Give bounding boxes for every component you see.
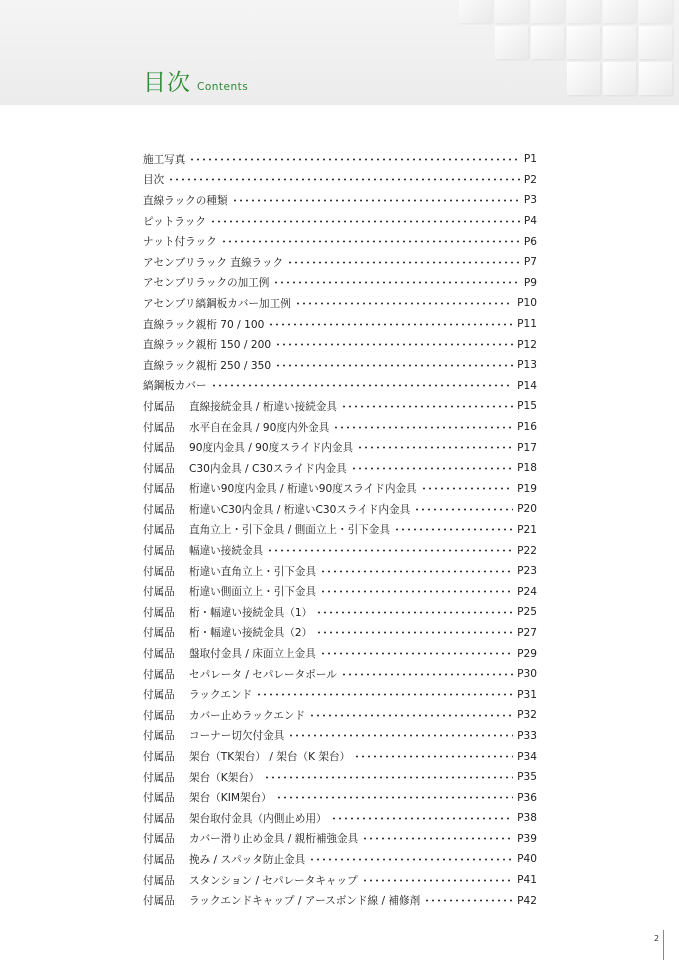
table-of-contents — [143, 149, 537, 911]
toc-leader-dots — [316, 631, 513, 634]
toc-entry-page: P27 — [517, 626, 537, 639]
toc-entry-label: 縞鋼板カバー — [143, 380, 207, 393]
toc-entry-page: P4 — [523, 215, 537, 228]
toc-entry-page: P12 — [517, 338, 537, 351]
toc-entry[interactable] — [143, 623, 537, 644]
toc-leader-dots — [331, 817, 513, 820]
toc-entry[interactable] — [143, 787, 537, 808]
toc-entry-page: P39 — [517, 832, 537, 845]
toc-leader-dots — [341, 673, 513, 676]
toc-entry-category: 付属品 — [143, 442, 175, 455]
toc-entry-label: アセンブリ縞鋼板カバー加工例 — [143, 297, 291, 310]
toc-entry-label: 桁・幅違い接続金具（2） — [189, 627, 313, 640]
toc-entry-page: P13 — [517, 359, 537, 372]
toc-entry-page: P36 — [517, 791, 537, 804]
toc-entry-category: 付属品 — [143, 853, 175, 866]
toc-entry[interactable] — [143, 684, 537, 705]
toc-entry-label: 直線ラックの種類 — [143, 194, 228, 207]
toc-entry-page: P11 — [517, 318, 537, 331]
toc-entry-page: P35 — [517, 771, 537, 784]
toc-leader-dots — [351, 467, 513, 470]
toc-leader-dots — [362, 879, 513, 882]
toc-leader-dots — [414, 508, 513, 511]
toc-entry[interactable] — [143, 829, 537, 850]
toc-entry[interactable] — [143, 581, 537, 602]
toc-entry[interactable] — [143, 499, 537, 520]
toc-entry-label: ラックエンド — [189, 689, 253, 702]
toc-entry-category: 付属品 — [143, 668, 175, 681]
toc-entry-page: P9 — [523, 276, 537, 289]
toc-entry-page: P23 — [517, 565, 537, 578]
toc-entry-label: ラックエンドキャップ / アースボンド線 / 補修剤 — [189, 895, 421, 908]
toc-entry-category: 付属品 — [143, 895, 175, 908]
toc-leader-dots — [210, 220, 520, 223]
toc-entry-label: 直線ラック親桁 250 / 350 — [143, 359, 272, 372]
toc-entry[interactable] — [143, 561, 537, 582]
toc-entry-label: ピットラック — [143, 215, 206, 228]
toc-leader-dots — [268, 323, 513, 326]
toc-entry-page: P22 — [517, 544, 537, 557]
toc-entry-label: 水平自在金具 / 90度内外金具 — [189, 421, 330, 434]
toc-entry-page: P7 — [523, 256, 537, 269]
toc-leader-dots — [189, 158, 519, 161]
toc-leader-dots — [316, 611, 513, 614]
toc-entry-page: P33 — [517, 729, 537, 742]
toc-entry[interactable] — [143, 437, 537, 458]
toc-entry[interactable] — [143, 252, 537, 273]
toc-entry-label: セパレータ / セパレータポール — [189, 668, 337, 681]
toc-leader-dots — [275, 364, 513, 367]
toc-entry-page: P20 — [517, 503, 537, 516]
toc-leader-dots — [211, 384, 514, 387]
toc-entry[interactable] — [143, 664, 537, 685]
toc-entry[interactable] — [143, 458, 537, 479]
toc-entry[interactable] — [143, 273, 537, 294]
toc-entry-category: 付属品 — [143, 545, 175, 558]
toc-entry-category: 付属品 — [143, 689, 175, 702]
toc-entry-label: アセンブリラック 直線ラック — [143, 256, 284, 269]
toc-entry-category: 付属品 — [143, 627, 175, 640]
toc-entry-page: P41 — [517, 874, 537, 887]
toc-entry[interactable] — [143, 726, 537, 747]
decorative-tiles — [459, 0, 679, 105]
toc-entry-page: P1 — [523, 153, 537, 166]
toc-leader-dots — [309, 858, 513, 861]
toc-entry-label: 桁・幅違い接続金具（1） — [189, 606, 313, 619]
toc-entry-label: 桁違い側面立上・引下金具 — [189, 586, 317, 599]
toc-entry[interactable] — [143, 314, 537, 335]
toc-entry-page: P18 — [517, 462, 537, 475]
toc-entry-category: 付属品 — [143, 586, 175, 599]
toc-entry-category: 付属品 — [143, 874, 175, 887]
toc-entry-category: 付属品 — [143, 833, 175, 846]
toc-leader-dots — [394, 528, 513, 531]
toc-leader-dots — [267, 549, 513, 552]
toc-leader-dots — [362, 837, 513, 840]
toc-entry[interactable] — [143, 170, 537, 191]
toc-entry[interactable] — [143, 231, 537, 252]
toc-entry-page: P21 — [517, 523, 537, 536]
toc-entry-label: アセンブリラックの加工例 — [143, 277, 270, 290]
page-number-divider — [663, 930, 664, 960]
toc-entry-category: 付属品 — [143, 771, 175, 784]
toc-entry-page: P32 — [517, 709, 537, 722]
toc-entry[interactable] — [143, 849, 537, 870]
toc-entry[interactable] — [143, 602, 537, 623]
toc-leader-dots — [357, 446, 513, 449]
toc-entry-label: C30内金具 / C30スライド内金具 — [189, 462, 347, 475]
toc-entry-page: P14 — [517, 379, 537, 392]
toc-entry-label: 目次 — [143, 174, 165, 187]
toc-entry-page: P25 — [517, 606, 537, 619]
page-number: 2 — [654, 934, 660, 943]
toc-entry[interactable] — [143, 334, 537, 355]
toc-leader-dots — [354, 755, 513, 758]
toc-entry-label: 桁違いC30内金具 / 桁違いC30スライド内金具 — [189, 503, 411, 516]
toc-entry-page: P16 — [517, 421, 537, 434]
toc-entry-label: 架台（K架台） — [189, 771, 260, 784]
toc-entry-category: 付属品 — [143, 730, 175, 743]
toc-entry-label: カバー止めラックエンド — [189, 709, 306, 722]
toc-entry-label: 90度内金具 / 90度スライド内金具 — [189, 442, 354, 455]
toc-entry[interactable] — [143, 211, 537, 232]
toc-entry-page: P24 — [517, 585, 537, 598]
toc-leader-dots — [232, 199, 520, 202]
toc-entry-label: 架台取付金具（内側止め用） — [189, 812, 327, 825]
toc-entry[interactable] — [143, 746, 537, 767]
toc-entry-page: P10 — [517, 297, 537, 310]
title-english: Contents — [197, 81, 249, 93]
toc-entry-label: 桁違い直角立上・引下金具 — [189, 565, 317, 578]
toc-entry[interactable] — [143, 767, 537, 788]
toc-entry[interactable] — [143, 643, 537, 664]
toc-entry-category: 付属品 — [143, 503, 175, 516]
toc-leader-dots — [168, 178, 520, 181]
toc-entry-page: P30 — [517, 668, 537, 681]
toc-leader-dots — [309, 714, 513, 717]
toc-entry[interactable] — [143, 520, 537, 541]
page-header — [0, 0, 679, 105]
toc-entry-category: 付属品 — [143, 565, 175, 578]
toc-entry-label: 直線ラック親桁 150 / 200 — [143, 339, 272, 352]
toc-leader-dots — [256, 693, 513, 696]
toc-entry-category: 付属品 — [143, 709, 175, 722]
toc-entry-page: P17 — [517, 441, 537, 454]
toc-entry-category: 付属品 — [143, 483, 175, 496]
toc-entry-page: P31 — [517, 688, 537, 701]
toc-entry[interactable] — [143, 870, 537, 891]
toc-leader-dots — [295, 302, 513, 305]
toc-entry-category: 付属品 — [143, 462, 175, 475]
toc-entry-label: コーナー切欠付金具 — [189, 730, 285, 743]
toc-leader-dots — [421, 487, 513, 490]
toc-entry-page: P34 — [517, 750, 537, 763]
toc-entry-page: P38 — [517, 812, 537, 825]
page-title — [143, 64, 248, 97]
toc-entry-label: カバー滑り止め金具 / 親桁補強金具 — [189, 833, 359, 846]
toc-entry[interactable] — [143, 479, 537, 500]
toc-entry-label: 架台（KIM架台） — [189, 792, 272, 805]
toc-leader-dots — [276, 796, 513, 799]
toc-entry-label: 直線ラック親桁 70 / 100 — [143, 318, 265, 331]
toc-entry-label: スタンション / セパレータキャップ — [189, 874, 358, 887]
toc-entry-page: P40 — [517, 853, 537, 866]
toc-entry-category: 付属品 — [143, 812, 175, 825]
toc-leader-dots — [341, 405, 513, 408]
toc-entry-category: 付属品 — [143, 606, 175, 619]
toc-entry-page: P19 — [517, 482, 537, 495]
toc-leader-dots — [424, 899, 513, 902]
toc-leader-dots — [287, 261, 520, 264]
toc-leader-dots — [288, 734, 513, 737]
toc-entry-label: 施工写真 — [143, 153, 186, 166]
toc-entry[interactable] — [143, 376, 537, 397]
toc-entry[interactable] — [143, 149, 537, 170]
toc-entry-page: P2 — [523, 173, 537, 186]
toc-entry[interactable] — [143, 705, 537, 726]
toc-entry-category: 付属品 — [143, 648, 175, 661]
toc-leader-dots — [221, 240, 520, 243]
toc-entry-label: 幅違い接続金具 — [189, 545, 264, 558]
toc-entry[interactable] — [143, 190, 537, 211]
toc-entry-category: 付属品 — [143, 792, 175, 805]
toc-leader-dots — [264, 776, 514, 779]
toc-entry[interactable] — [143, 540, 537, 561]
toc-leader-dots — [273, 281, 519, 284]
toc-entry[interactable] — [143, 417, 537, 438]
toc-entry-page: P29 — [517, 647, 537, 660]
toc-entry-page: P15 — [517, 400, 537, 413]
toc-entry-label: 直線接続金具 / 桁違い接続金具 — [189, 400, 338, 413]
toc-entry-category: 付属品 — [143, 400, 175, 413]
toc-leader-dots — [320, 590, 513, 593]
toc-entry[interactable] — [143, 890, 537, 911]
toc-entry-label: 架台（TK架台） / 架台（K 架台） — [189, 751, 351, 764]
toc-entry[interactable] — [143, 355, 537, 376]
toc-entry-category: 付属品 — [143, 751, 175, 764]
toc-leader-dots — [333, 426, 513, 429]
toc-entry-label: 桁違い90度内金具 / 桁違い90度スライド内金具 — [189, 483, 417, 496]
toc-entry[interactable] — [143, 396, 537, 417]
toc-entry-page: P6 — [523, 235, 537, 248]
toc-entry-label: 直角立上・引下金具 / 側面立上・引下金具 — [189, 524, 390, 537]
toc-entry-category: 付属品 — [143, 421, 175, 434]
toc-leader-dots — [320, 652, 513, 655]
toc-entry[interactable] — [143, 808, 537, 829]
toc-leader-dots — [275, 343, 513, 346]
toc-entry-page: P42 — [517, 894, 537, 907]
toc-entry-label: 挽み / スパッタ防止金具 — [189, 853, 306, 866]
toc-leader-dots — [320, 570, 513, 573]
toc-entry-page: P3 — [523, 194, 537, 207]
toc-entry-label: 盤取付金具 / 床面立上金具 — [189, 648, 316, 661]
toc-entry-category: 付属品 — [143, 524, 175, 537]
toc-entry-label: ナット付ラック — [143, 236, 217, 249]
toc-entry[interactable] — [143, 293, 537, 314]
title-japanese: 目次 — [143, 70, 191, 96]
